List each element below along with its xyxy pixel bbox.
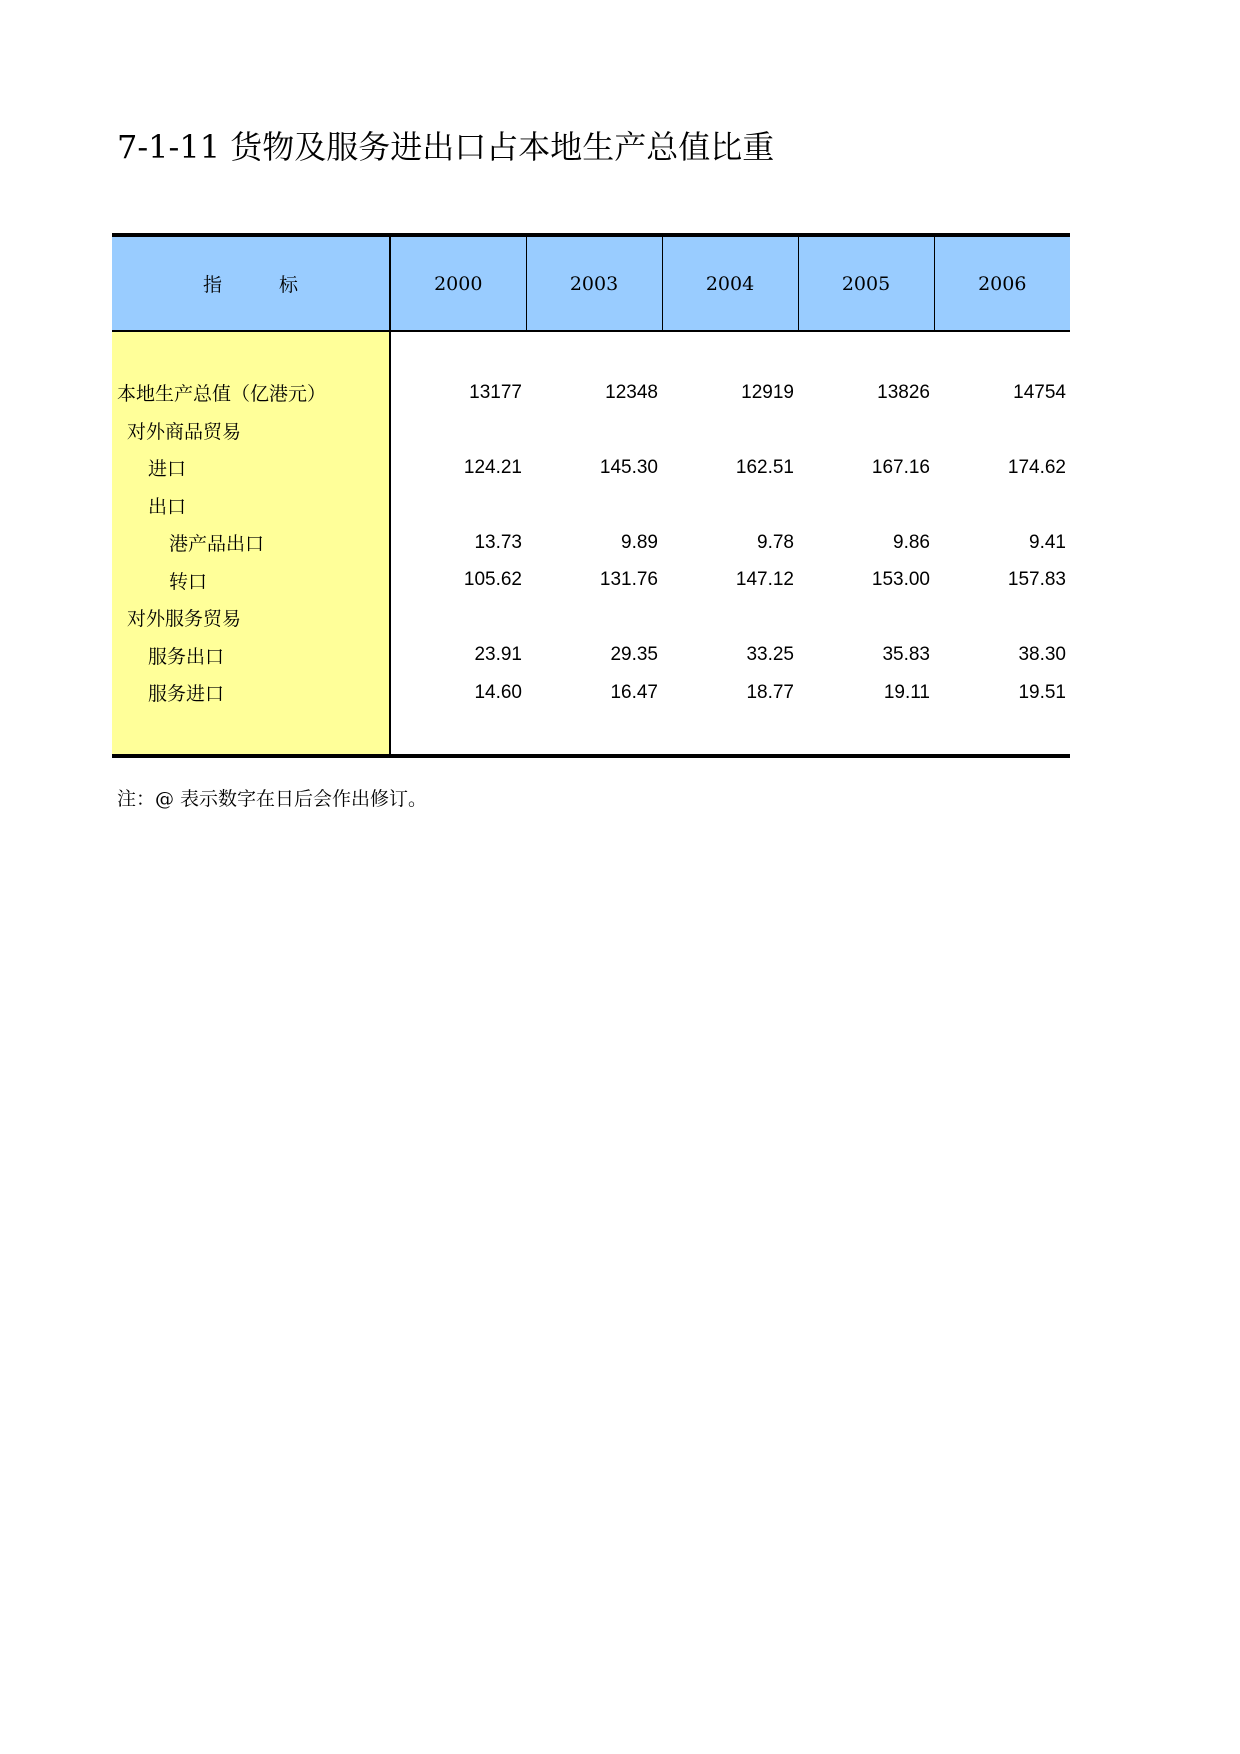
header-indicator: 指 标 <box>112 235 390 331</box>
header-year: 2003 <box>526 235 662 331</box>
header-year: 2004 <box>662 235 798 331</box>
table-row <box>112 412 1070 450</box>
row-label: 本地生产总值（亿港元） <box>112 374 390 412</box>
row-label: 服务出口 <box>112 637 390 675</box>
value-cell <box>526 487 662 525</box>
value-cell: 167.16 <box>871 456 930 478</box>
value-cell <box>798 412 934 450</box>
value-cell: 23.91 <box>474 644 522 666</box>
row-label: 对外服务贸易 <box>112 599 390 637</box>
value-cell <box>662 599 798 637</box>
value-cell: 174.62 <box>1007 456 1066 478</box>
row-label: 服务进口 <box>112 674 390 712</box>
table-row <box>112 562 1070 600</box>
value-cell <box>390 487 526 525</box>
empty-cell <box>798 712 934 756</box>
footnote: 注：@ 表示数字在日后会作出修订。 <box>117 788 428 810</box>
value-cell: 124.21 <box>463 456 522 478</box>
table-row <box>112 487 1070 525</box>
table-row <box>112 524 1070 562</box>
row-label: 进口 <box>112 449 390 487</box>
page-title: 7-1-11 货物及服务进出口占本地生产总值比重 <box>117 128 775 166</box>
value-cell: 38.30 <box>1018 644 1066 666</box>
value-cell: 105.62 <box>463 569 522 591</box>
value-cell <box>798 599 934 637</box>
value-cell <box>798 487 934 525</box>
value-cell: 19.11 <box>883 681 930 703</box>
empty-cell <box>390 331 526 374</box>
value-cell: 157.83 <box>1007 569 1066 591</box>
value-cell <box>526 412 662 450</box>
empty-cell <box>662 331 798 374</box>
value-cell <box>662 487 798 525</box>
empty-cell <box>662 712 798 756</box>
value-cell <box>934 599 1070 637</box>
value-cell: 13.73 <box>474 531 522 553</box>
empty-cell <box>798 331 934 374</box>
value-cell <box>934 487 1070 525</box>
empty-cell <box>526 712 662 756</box>
table-header-row <box>112 235 1070 331</box>
value-cell: 9.41 <box>1029 531 1066 553</box>
row-label: 出口 <box>112 487 390 525</box>
value-cell: 12919 <box>741 381 794 403</box>
label-cell <box>112 712 390 756</box>
value-cell: 14.60 <box>474 681 522 703</box>
data-table <box>112 233 1070 758</box>
value-cell: 18.77 <box>746 681 794 703</box>
empty-cell <box>934 331 1070 374</box>
value-cell <box>390 599 526 637</box>
value-cell <box>526 599 662 637</box>
value-cell: 16.47 <box>610 681 658 703</box>
value-cell: 35.83 <box>882 644 930 666</box>
label-cell <box>112 331 390 374</box>
value-cell: 29.35 <box>610 644 658 666</box>
empty-cell <box>526 331 662 374</box>
value-cell: 19.51 <box>1018 681 1066 703</box>
value-cell: 13826 <box>877 381 930 403</box>
value-cell <box>390 412 526 450</box>
value-cell: 131.76 <box>599 569 658 591</box>
value-cell <box>662 412 798 450</box>
value-cell: 33.25 <box>746 644 794 666</box>
row-label: 港产品出口 <box>112 524 390 562</box>
value-cell: 9.89 <box>621 531 658 553</box>
row-label: 对外商品贸易 <box>112 412 390 450</box>
value-cell: 12348 <box>605 381 658 403</box>
table-row <box>112 449 1070 487</box>
value-cell: 147.12 <box>735 569 794 591</box>
header-year: 2006 <box>934 235 1070 331</box>
table-row <box>112 599 1070 637</box>
value-cell: 153.00 <box>871 569 930 591</box>
value-cell: 162.51 <box>735 456 794 478</box>
header-year: 2000 <box>390 235 526 331</box>
spacer-row <box>112 712 1070 756</box>
empty-cell <box>390 712 526 756</box>
value-cell: 9.78 <box>757 531 794 553</box>
table-row <box>112 374 1070 412</box>
value-cell <box>934 412 1070 450</box>
empty-cell <box>934 712 1070 756</box>
value-cell: 14754 <box>1013 381 1066 403</box>
value-cell: 9.86 <box>893 531 930 553</box>
row-label: 转口 <box>112 562 390 600</box>
spacer-row <box>112 331 1070 374</box>
header-year: 2005 <box>798 235 934 331</box>
value-cell: 145.30 <box>599 456 658 478</box>
table-row <box>112 637 1070 675</box>
table-row <box>112 674 1070 712</box>
value-cell: 13177 <box>469 381 522 403</box>
